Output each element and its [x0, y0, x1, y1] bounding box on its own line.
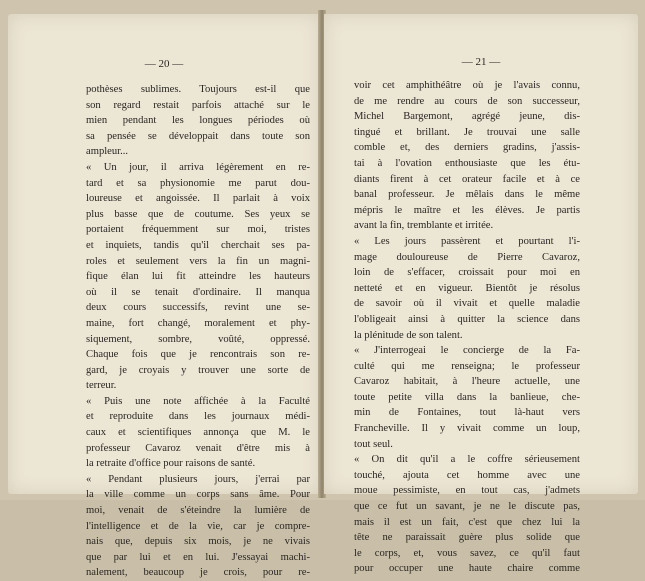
text-line: le corps, et, vous savez, ce qu'il faut [354, 547, 580, 559]
text-line: Francheville. Il y vivait comme un loup, [354, 423, 580, 435]
text-line: mais il est un fait, c'est que chez lui la [354, 516, 580, 528]
text-line: et reproduite dans les journaux médi- [86, 411, 310, 423]
text-line: fique élan lui fit atteindre les hauteurs [86, 271, 310, 283]
text-line: que par lui et en lui. J'essayai machi- [86, 551, 310, 563]
text-line: banal professeur. Je mêlais dans le même [354, 189, 580, 201]
text-line: avant la fin, tremblante et irritée. [354, 220, 494, 232]
text-line: la retraite d'office pour raisons de santé. [86, 458, 256, 470]
text-line: tête ne paraissait guère plus solide que [354, 532, 580, 544]
text-line: portaient fréquemment sur moi, tristes [86, 224, 310, 236]
text-line: que ce fut un savant, je ne le discute pas, [354, 501, 580, 513]
text-line: plus basse que de coutume. Ses yeux se [86, 208, 310, 220]
text-line: diants firent à cet orateur facile et à ce [354, 173, 580, 185]
text-line: culté qui me renseigna; le professeur [354, 360, 580, 372]
text-line: sa pensée se développait dans toute son [86, 130, 310, 142]
text-line: touché, ajouta cet homme avec une [354, 469, 580, 481]
text-line: nais que, depuis six mois, je ne vivais [86, 536, 310, 548]
text-line: mage douloureuse de Pierre Cavaroz, [354, 251, 580, 263]
text-line: roles et seulement vers la fin un magni- [86, 255, 310, 267]
text-line: tingué et brillant. Je trouvai une salle [354, 126, 580, 138]
text-line: « On dit qu'il a le coffre sérieusement [354, 454, 580, 466]
text-line: maine, fort changé, moralement et phy- [86, 317, 310, 329]
text-line: Cavaroz habitait, à l'heure actuelle, une [354, 376, 580, 388]
text-line: tai à l'ovation enthousiaste que les étu- [354, 157, 580, 169]
text-line: ampleur... [86, 146, 129, 158]
text-line: professeur Cavaroz venait d'être mis à [86, 442, 310, 454]
text-line: et inquiets, tandis qu'il cherchait ses pa- [86, 239, 310, 251]
text-line: l'intelligence et de la vie, car je compre- [86, 520, 310, 532]
text-line: siquement, sombre, voûté, oppressé. [86, 333, 310, 345]
text-line: pothèses sublimes. Toujours est-il que [86, 84, 310, 95]
page-number-left: — 20 — [144, 58, 184, 70]
text-line: toute petite villa dans la banlieue, che- [354, 391, 580, 403]
text-line: loureuse et angoissée. Il parlait à voix [86, 193, 310, 205]
text-line: comble et, des derniers gradins, j'assis- [354, 142, 580, 154]
text-line: « Puis une note affichée à la Faculté [86, 395, 310, 407]
left-page-text [86, 82, 310, 581]
text-line: mépris le maître et les élèves. Je partis [354, 204, 580, 216]
text-line: gard, je croyais y trouver une sorte de [86, 364, 310, 376]
text-line: terreur. [86, 380, 117, 392]
left-page [8, 14, 320, 579]
text-line: son regard restait parfois attaché sur le [86, 99, 310, 111]
text-line: la ville comme un corps sans âme. Pour [86, 489, 310, 501]
text-line: la plénitude de son talent. [354, 329, 463, 341]
text-line: caux et scientifiques annonça que M. le [86, 427, 310, 439]
text-line: « Les jours passèrent et pourtant l'i- [354, 235, 580, 247]
text-line: loin de s'effacer, croissait pour moi en [354, 267, 580, 279]
right-page-text [354, 78, 580, 577]
text-line: mien pendant les longues périodes où [86, 115, 310, 127]
right-page [324, 14, 638, 575]
text-line: Chaque fois que je rencontrais son re- [86, 349, 310, 361]
text-line: « Un jour, il arriva légèrement en re- [86, 161, 310, 173]
text-line: tout seul. [354, 438, 393, 450]
text-line: « Pendant plusieurs jours, j'errai par [86, 473, 310, 485]
text-line: deux cours successifs, revint une se- [86, 302, 310, 314]
text-line: « J'interrogeai le concierge de la Fa- [354, 345, 580, 357]
text-line: de me rendre au cours de son successeur, [354, 95, 580, 107]
page-number-right: — 21 — [461, 56, 501, 68]
text-line: l'obligeait ainsi à quitter la science dans [354, 313, 580, 325]
text-line: pour occuper une haute chaire comme [354, 563, 580, 575]
text-line: moue pessimiste, en tout cas, j'admets [354, 485, 580, 497]
text-line: nalement, beaucoup je crois, pour re- [86, 567, 310, 579]
text-line: où il se tenait d'ordinaire. Il manqua [86, 286, 310, 298]
text-line: moi, venait de s'éteindre la lumière de [86, 505, 310, 517]
text-line: de savoir où il vivait et quelle maladie [354, 298, 580, 310]
text-line: tard et sa physionomie me parut dou- [86, 177, 310, 189]
text-line: voir cet amphithéâtre où je l'avais connu, [354, 80, 580, 91]
text-line: Michel Bargemont, agrégé jeune, dis- [354, 111, 580, 123]
text-line: min de Fontaines, tout là-haut vers [354, 407, 580, 419]
text-line: netteté et en vigueur. Bientôt je résolus [354, 282, 580, 294]
